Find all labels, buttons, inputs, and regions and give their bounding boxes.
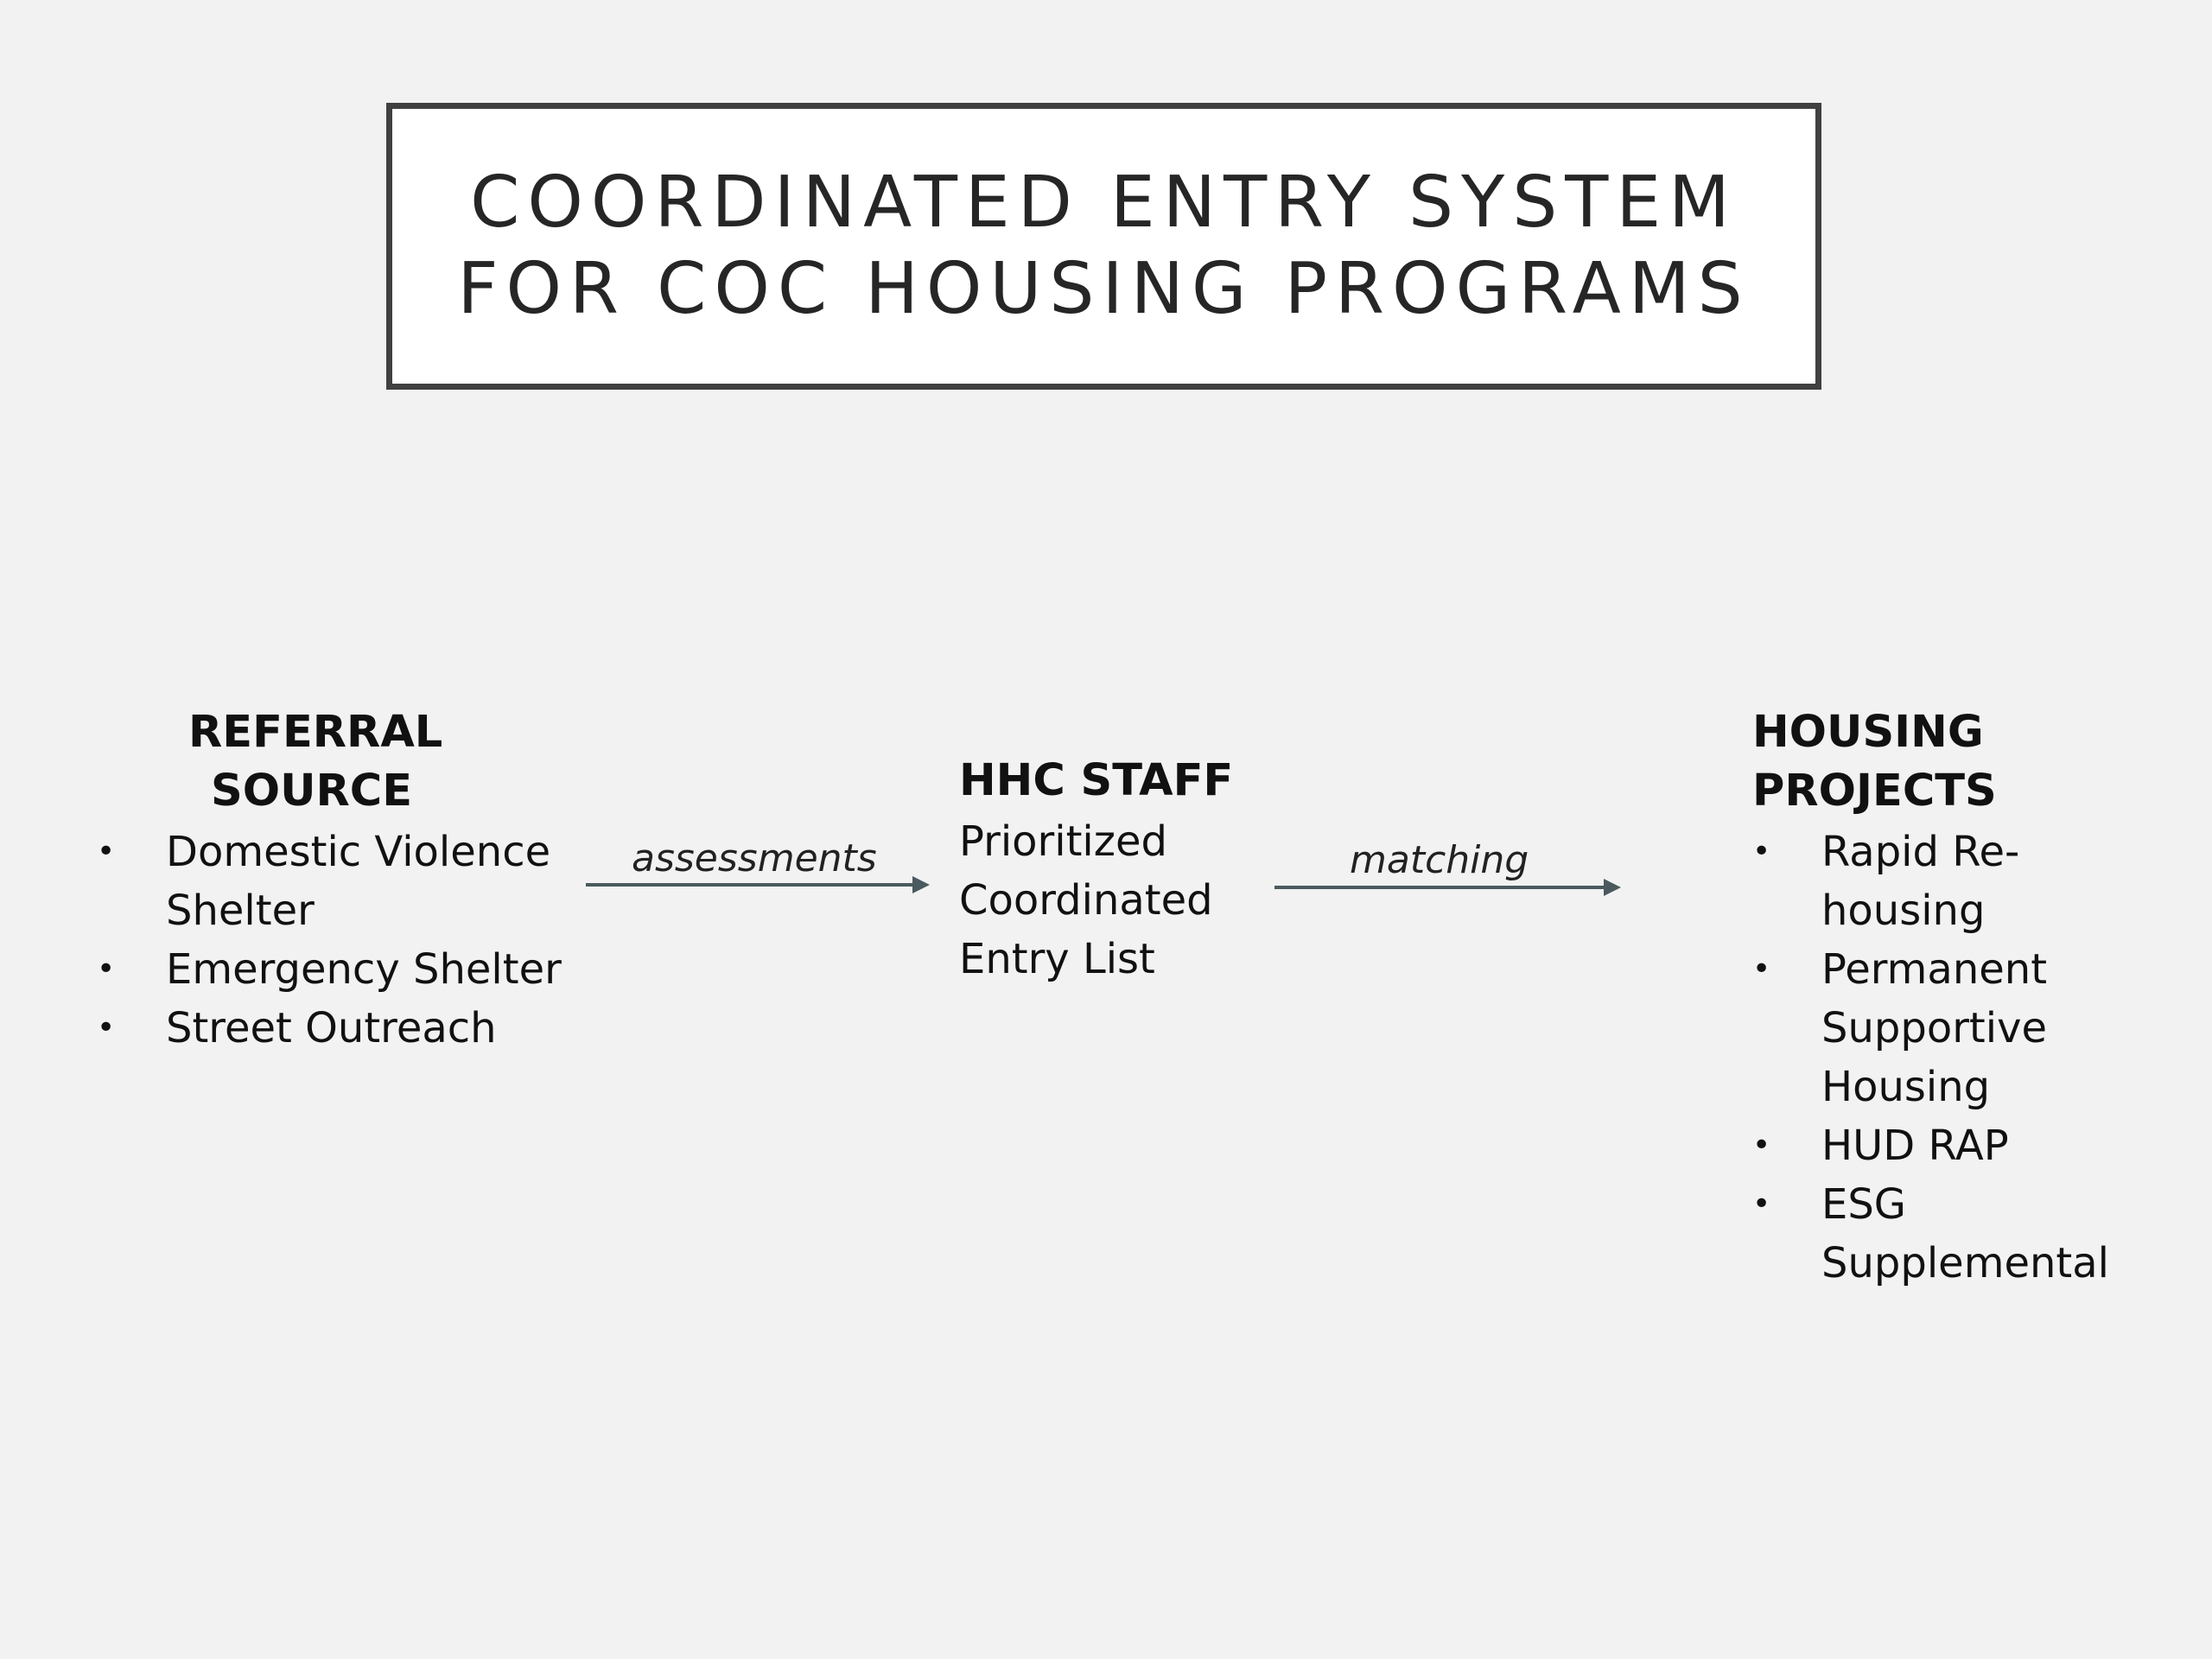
housing-heading-line-1: HOUSING [1752, 707, 1984, 758]
list-item-line: Street Outreach [166, 1004, 497, 1052]
list-item [1752, 1116, 2184, 1175]
list-item-line: Domestic Violence [166, 828, 551, 876]
bullet-icon: • [1752, 1186, 1771, 1222]
list-item-line: Housing [1821, 1063, 1991, 1111]
bullet-icon: • [1752, 834, 1771, 869]
list-item-line: Supplemental [1821, 1239, 2109, 1287]
matching-label: matching [1350, 838, 1529, 882]
matching-arrow-head [1604, 879, 1621, 896]
bullet-icon: • [97, 834, 116, 869]
list-item-line: Emergency Shelter [166, 945, 562, 994]
bullet-icon: • [1752, 951, 1771, 987]
list-item [1752, 823, 2184, 940]
referral-heading-line-1: REFERRAL [188, 707, 443, 758]
bullet-icon: • [1752, 1128, 1771, 1163]
list-item-line: housing [1821, 887, 1986, 935]
bullet-icon: • [97, 951, 116, 987]
title-line-1: COORDINATED ENTRY SYSTEM [470, 162, 1738, 244]
staff-description [959, 812, 1213, 988]
referral-heading-line-2: SOURCE [211, 766, 413, 817]
housing-heading-line-2: PROJECTS [1752, 766, 1997, 817]
title-line-2: FOR COC HOUSING PROGRAMS [457, 248, 1751, 330]
bullet-icon: • [97, 1010, 116, 1046]
staff-heading: HHC STAFF [959, 755, 1234, 806]
list-item-line: Supportive [1821, 1004, 2048, 1052]
list-item-line: HUD RAP [1821, 1122, 2009, 1170]
list-item-line: Permanent [1821, 945, 2048, 994]
list-item-line: Shelter [166, 887, 315, 935]
assessments-arrow-head [912, 876, 930, 893]
housing-projects-list [1752, 823, 2184, 1293]
staff-line: Prioritized [959, 817, 1167, 866]
staff-line: Entry List [959, 935, 1155, 983]
list-item [1752, 940, 2184, 1116]
list-item [1752, 1175, 2184, 1293]
assessments-label: assessments [632, 836, 877, 880]
list-item-line: Rapid Re- [1821, 828, 2020, 876]
list-item-line: ESG [1821, 1180, 1906, 1229]
staff-line: Coordinated [959, 876, 1213, 925]
